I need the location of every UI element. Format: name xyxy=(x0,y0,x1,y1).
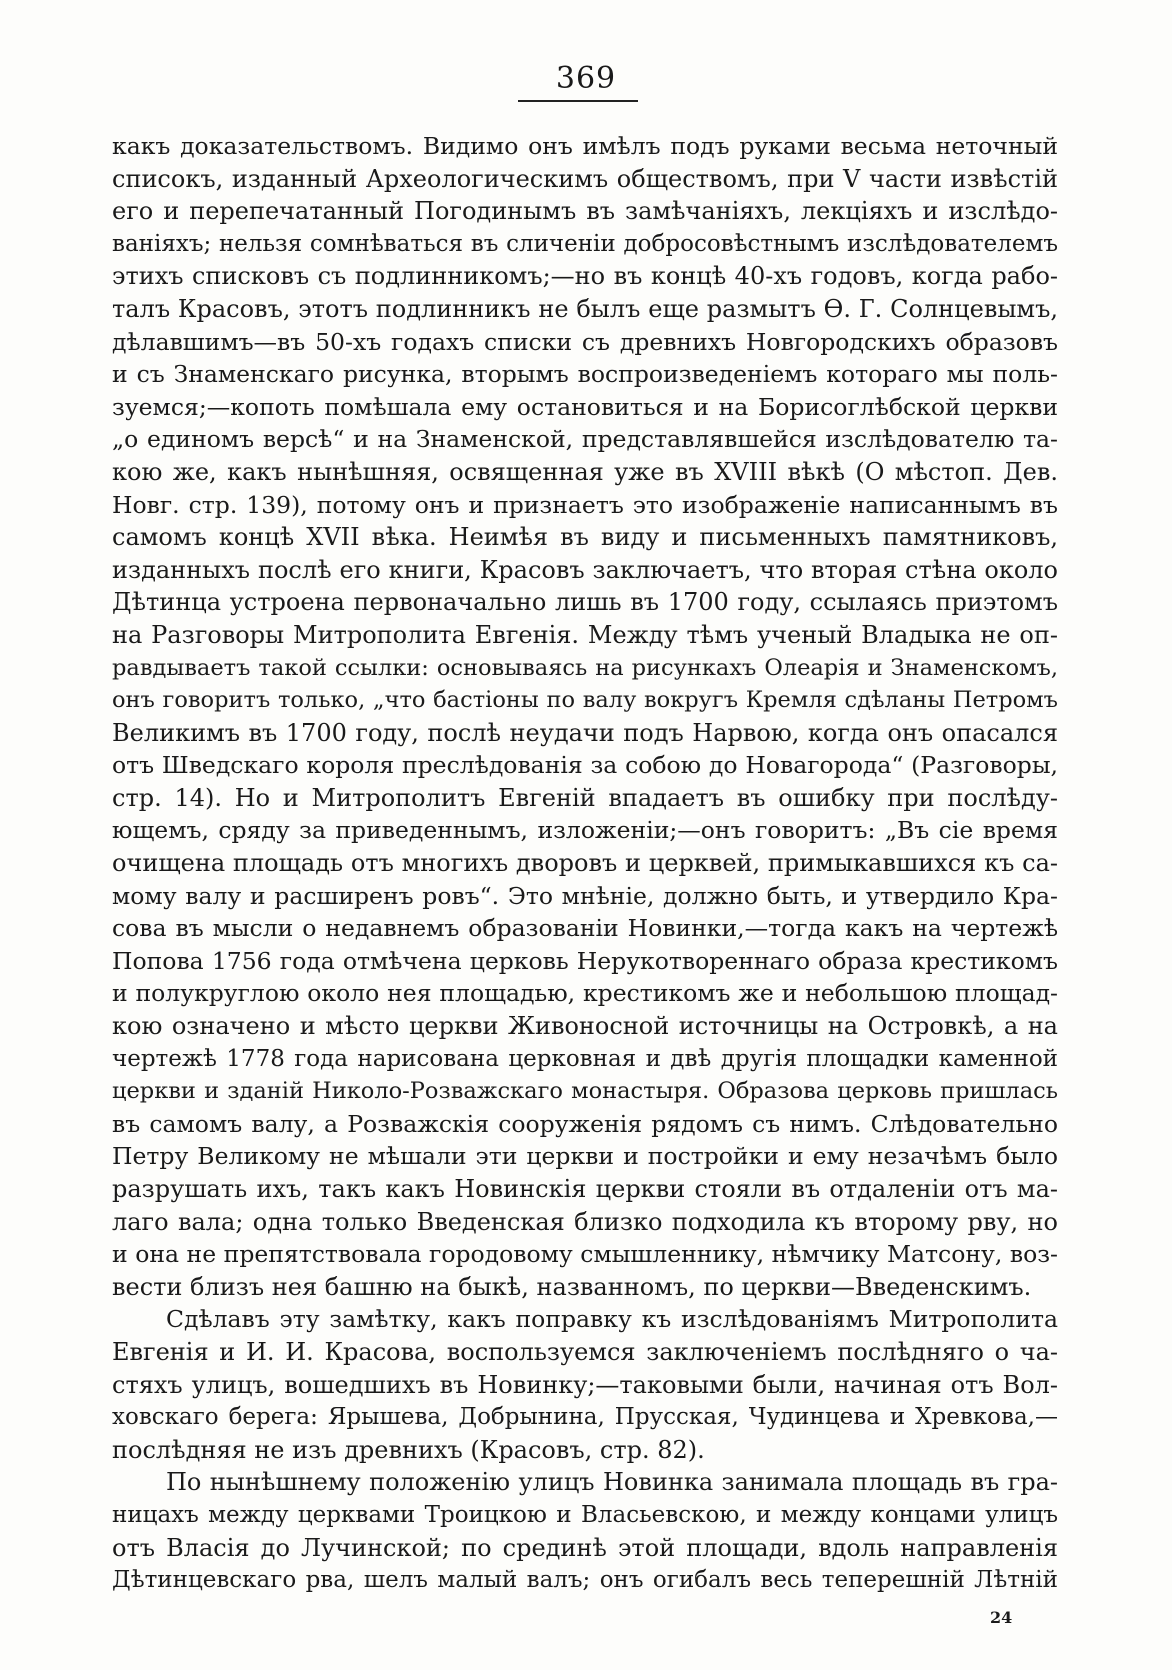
text-line: очищена площадь отъ многихъ дворовъ и церквей, примыкавшихся къ са- xyxy=(112,849,1058,878)
paragraph-end-line: вести близъ нея башню на быкѣ, названномъ, по церкви—Введенскимъ. xyxy=(112,1272,1032,1301)
header-rule xyxy=(518,100,638,102)
text-line: и она не препятствовала городовому смышленнику, нѣмчику Матсону, воз- xyxy=(112,1240,1058,1269)
text-line: и полукруглою около нея площадью, крестикомъ же и небольшою площад- xyxy=(112,979,1058,1008)
text-line: мому валу и расширенъ ровъ“. Это мнѣніе, должно быть, и утвердило Кра- xyxy=(112,881,1058,910)
text-line: дѣлавшимъ—въ 50-хъ годахъ списки съ древнихъ Новгородскихъ образовъ xyxy=(112,327,1058,356)
text-line: и съ Знаменскаго рисунка, вторымъ воспроизведеніемъ котораго мы поль- xyxy=(112,360,1058,389)
text-line: чертежѣ 1778 года нарисована церковная и двѣ другія площадки каменной xyxy=(112,1045,1058,1072)
text-line: лаго вала; одна только Введенская близко подходила къ второму рву, но xyxy=(112,1207,1058,1236)
text-line: этихъ списковъ съ подлинникомъ;—но въ концѣ 40-хъ годовъ, когда рабо- xyxy=(112,262,1058,291)
page-number: 369 xyxy=(555,61,617,96)
text-line: отъ Шведскаго короля преслѣдованія за собою до Новагорода“ (Разговоры, xyxy=(112,751,1058,780)
text-line: ховскаго берега: Ярышева, Добрынина, Прусская, Чудинцева и Хревкова,— xyxy=(112,1404,1058,1431)
text-line: отъ Власія до Лучинской; по срединѣ этой площади, вдоль направленія xyxy=(112,1533,1058,1562)
text-line: списокъ, изданный Археологическимъ обществомъ, при V части извѣстій xyxy=(112,164,1058,193)
text-line: Попова 1756 года отмѣчена церковь Нерукотвореннаго образа крестикомъ xyxy=(112,946,1058,975)
text-line: Дѣтинцевскаго рва, шелъ малый валъ; онъ огибалъ весь теперешній Лѣтній xyxy=(112,1567,1058,1594)
signature-mark: 24 xyxy=(990,1608,1013,1627)
text-line: стяхъ улицъ, вошедшихъ въ Новинку;—таковыми были, начиная отъ Вол- xyxy=(112,1370,1058,1399)
text-line: Новг. стр. 139), потому онъ и признаетъ это изображеніе написаннымъ въ xyxy=(112,490,1058,519)
text-line: какъ доказательствомъ. Видимо онъ имѣлъ подъ руками весьма неточный xyxy=(112,132,1058,160)
text-line: кою же, какъ нынѣшняя, освященная уже въ XVIII вѣкѣ (О мѣстоп. Дев. xyxy=(112,457,1058,486)
text-line: церкви и зданій Николо-Розважскаго монастыря. Образова церковь пришлась xyxy=(112,1078,1058,1105)
text-line: онъ говоритъ только, „что бастіоны по валу вокругъ Кремля сдѣланы Петромъ xyxy=(112,687,1058,714)
text-line: въ самомъ валу, а Розважскія сооруженія рядомъ съ нимъ. Слѣдовательно xyxy=(112,1109,1058,1138)
text-line: сова въ мысли о недавнемъ образованіи Новинки,—тогда какъ на чертежѣ xyxy=(112,914,1058,943)
paragraph-start-line: Сдѣлавъ эту замѣтку, какъ поправку къ изслѣдованіямъ Митрополита xyxy=(166,1305,1058,1334)
paragraph-end-line: послѣдняя не изъ древнихъ (Красовъ, стр. 82). xyxy=(112,1435,705,1464)
text-line: Евгенія и И. И. Красова, воспользуемся заключеніемъ послѣдняго о ча- xyxy=(112,1337,1058,1366)
text-line: на Разговоры Митрополита Евгенія. Между тѣмъ ученый Владыка не оп- xyxy=(112,620,1058,649)
text-line: равдываетъ такой ссылки: основываясь на рисункахъ Олеарія и Знаменскомъ, xyxy=(112,654,1058,681)
text-line: изданныхъ послѣ его книги, Красовъ заключаетъ, что вторая стѣна около xyxy=(112,555,1058,584)
text-line: самомъ концѣ XVII вѣка. Неимѣя въ виду и письменныхъ памятниковъ, xyxy=(112,523,1058,552)
text-line: Петру Великому не мѣшали эти церкви и постройки и ему незачѣмъ было xyxy=(112,1142,1058,1171)
text-line: зуемся;—копоть помѣшала ему остановиться и на Борисоглѣбской церкви xyxy=(112,392,1058,421)
text-line: талъ Красовъ, этотъ подлинникъ не былъ еще размытъ Ѳ. Г. Солнцевымъ, xyxy=(112,294,1058,323)
text-line: стр. 14). Но и Митрополитъ Евгеній впадаетъ въ ошибку при послѣду- xyxy=(112,783,1058,812)
text-line: ницахъ между церквами Троицкою и Власьевскою, и между концами улицъ xyxy=(112,1501,1058,1528)
text-line: кою означено и мѣсто церкви Живоносной источницы на Островкѣ, а на xyxy=(112,1012,1058,1041)
text-line: Великимъ въ 1700 году, послѣ неудачи подъ Нарвою, когда онъ опасался xyxy=(112,718,1058,747)
paragraph-start-line: По нынѣшнему положенію улицъ Новинка занимала площадь въ гра- xyxy=(166,1468,1058,1497)
text-line: Дѣтинца устроена первоначально лишь въ 1700 году, ссылаясь приэтомъ xyxy=(112,588,1058,617)
text-line: разрушать ихъ, такъ какъ Новинскія церкви стояли въ отдаленіи отъ ма- xyxy=(112,1175,1058,1203)
text-line: „о единомъ версѣ“ и на Знаменской, представлявшейся изслѣдователю та- xyxy=(112,425,1058,454)
body-text xyxy=(112,130,1058,1597)
text-line: ваніяхъ; нельзя сомнѣваться въ сличеніи добросовѣстнымъ изслѣдователемъ xyxy=(112,230,1058,257)
text-line: ющемъ, сряду за приведеннымъ, изложеніи;—онъ говоритъ: „Въ сіе время xyxy=(112,816,1058,845)
text-line: его и перепечатанный Погодинымъ въ замѣчаніяхъ, лекціяхъ и изслѣдо- xyxy=(112,197,1058,226)
